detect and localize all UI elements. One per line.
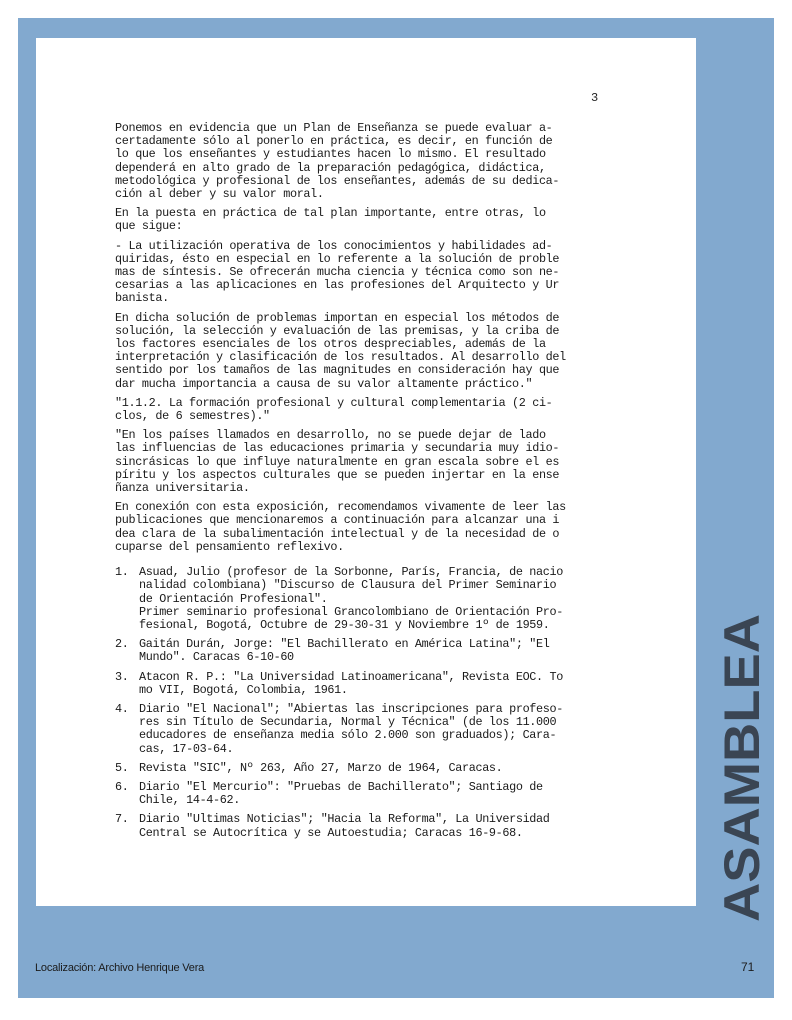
text-line: sentido por los tamaños de las magnitudes en consideración hay que xyxy=(115,363,560,378)
text-line: "1.1.2. La formación profesional y cultural complementaria (2 ci- xyxy=(115,395,553,410)
text-line: publicaciones que mencionaremos a continuación para alcanzar una i xyxy=(115,513,560,528)
reference-item xyxy=(115,813,665,839)
paragraph xyxy=(115,429,665,495)
reference-text xyxy=(139,566,665,632)
reference-text xyxy=(139,671,665,697)
paragraph xyxy=(115,207,665,233)
text-line: dar mucha importancia a causa de su valor altamente práctico." xyxy=(115,376,533,391)
reference-number: 4. xyxy=(115,701,129,716)
text-line: Central se Autocrítica y se Autoestudia; Caracas 16-9-68. xyxy=(139,825,523,840)
reference-item xyxy=(115,703,665,756)
text-line: lo que los enseñantes y estudiantes hacen lo mismo. El resultado xyxy=(115,147,546,162)
reference-item xyxy=(115,671,665,697)
reference-number: 3. xyxy=(115,669,129,684)
text-line: Ponemos en evidencia que un Plan de Enseñanza se puede evaluar a- xyxy=(115,121,553,135)
reference-text xyxy=(139,703,665,756)
text-line: Revista "SIC", Nº 263, Año 27, Marzo de 1964, Caracas. xyxy=(139,760,503,775)
side-label-text: ASAMBLEA xyxy=(714,638,770,922)
paragraph xyxy=(115,397,665,423)
reference-item xyxy=(115,566,665,632)
reference-text xyxy=(139,781,665,807)
text-line: ción al deber y su valor moral. xyxy=(115,187,324,202)
text-line: de Orientación Profesional". xyxy=(139,591,328,606)
text-line: banista. xyxy=(115,291,169,306)
document-body xyxy=(115,122,665,846)
text-line: Primer seminario profesional Grancolombiano de Orientación Pro- xyxy=(139,604,563,619)
reference-number: 7. xyxy=(115,812,129,827)
document-paragraphs xyxy=(115,122,665,554)
text-line: Diario "El Mercurio": "Pruebas de Bachillerato"; Santiago de xyxy=(139,779,543,794)
text-line: En la puesta en práctica de tal plan importante, entre otras, lo xyxy=(115,206,546,221)
reference-item xyxy=(115,781,665,807)
text-line: Diario "Ultimas Noticias"; "Hacia la Reforma", La Universidad xyxy=(139,812,550,827)
reference-text xyxy=(139,638,665,664)
text-line: ñanza universitaria. xyxy=(115,481,250,496)
reference-number: 5. xyxy=(115,760,129,775)
text-line: quiridas, ésto en especial en lo referente a la solución de proble xyxy=(115,251,560,266)
paragraph xyxy=(115,312,665,391)
paragraph xyxy=(115,240,665,306)
paragraph xyxy=(115,122,665,201)
text-line: clos, de 6 semestres)." xyxy=(115,409,270,424)
text-line: píritu y los aspectos culturales que se pueden injertar en la ense xyxy=(115,467,560,482)
text-line: los factores esenciales de los otros despreciables, además de la xyxy=(115,337,546,352)
text-line: En conexión con esta exposición, recomendamos vivamente de leer las xyxy=(115,500,566,515)
text-line: solución, la selección y evaluación de las premisas, y la criba de xyxy=(115,323,560,338)
text-line: Diario "El Nacional"; "Abiertas las inscripciones para profeso- xyxy=(139,701,563,716)
text-line: fesional, Bogotá, Octubre de 29-30-31 y Noviembre 1º de 1959. xyxy=(139,617,550,632)
reference-list xyxy=(115,566,665,840)
text-line: - La utilización operativa de los conocimientos y habilidades ad- xyxy=(115,238,553,253)
text-line: En dicha solución de problemas importan en especial los métodos de xyxy=(115,310,560,325)
side-label xyxy=(714,612,770,924)
text-line: Atacon R. P.: "La Universidad Latinoamericana", Revista EOC. To xyxy=(139,669,563,684)
text-line: nalidad colombiana) "Discurso de Clausura del Primer Seminario xyxy=(139,578,557,593)
reference-text xyxy=(139,813,665,839)
text-line: que sigue: xyxy=(115,219,183,234)
text-line: cuparse del pensamiento reflexivo. xyxy=(115,539,344,554)
text-line: cas, 17-03-64. xyxy=(139,741,234,756)
text-line: mas de síntesis. Se ofrecerán mucha ciencia y técnica como son ne- xyxy=(115,265,560,280)
text-line: "En los países llamados en desarrollo, no se puede dejar de lado xyxy=(115,428,546,443)
text-line: cesarias a las aplicaciones en las profesiones del Arquitecto y Ur xyxy=(115,278,560,293)
text-line: mo VII, Bogotá, Colombia, 1961. xyxy=(139,682,348,697)
reference-item xyxy=(115,762,665,775)
text-line: metodológica y profesional de los enseñantes, además de su dedica- xyxy=(115,173,560,188)
reference-number: 2. xyxy=(115,637,129,652)
reference-number: 6. xyxy=(115,779,129,794)
footer-page-number: 71 xyxy=(741,960,755,974)
text-line: interpretación y clasificación de los resultados. Al desarrollo del xyxy=(115,350,566,365)
text-line: sincrásicas lo que influye naturalmente en gran escala sobre el es xyxy=(115,454,560,469)
reference-number: 1. xyxy=(115,565,129,580)
text-line: las influencias de las educaciones primaria y secundaria muy idio- xyxy=(115,441,560,456)
text-line: Asuad, Julio (profesor de la Sorbonne, París, Francia, de nacio xyxy=(139,565,563,580)
text-line: educadores de enseñanza media sólo 2.000 son graduados); Cara- xyxy=(139,728,557,743)
text-line: Mundo". Caracas 6-10-60 xyxy=(139,650,294,665)
document-page-number: 3 xyxy=(591,91,599,105)
reference-item xyxy=(115,638,665,664)
reference-text xyxy=(139,762,665,775)
text-line: dependerá en alto grado de la preparación pedagógica, didáctica, xyxy=(115,160,546,175)
paragraph xyxy=(115,501,665,554)
text-line: certadamente sólo al ponerlo en práctica, es decir, en función de xyxy=(115,134,553,149)
text-line: dea clara de la subalimentación intelectual y de la necesidad de o xyxy=(115,526,560,541)
footer-source: Localización: Archivo Henrique Vera xyxy=(35,962,205,974)
text-line: res sin Título de Secundaria, Normal y Técnica" (de los 11.000 xyxy=(139,715,557,730)
text-line: Chile, 14-4-62. xyxy=(139,793,240,808)
text-line: Gaitán Durán, Jorge: "El Bachillerato en América Latina"; "El xyxy=(139,637,550,652)
